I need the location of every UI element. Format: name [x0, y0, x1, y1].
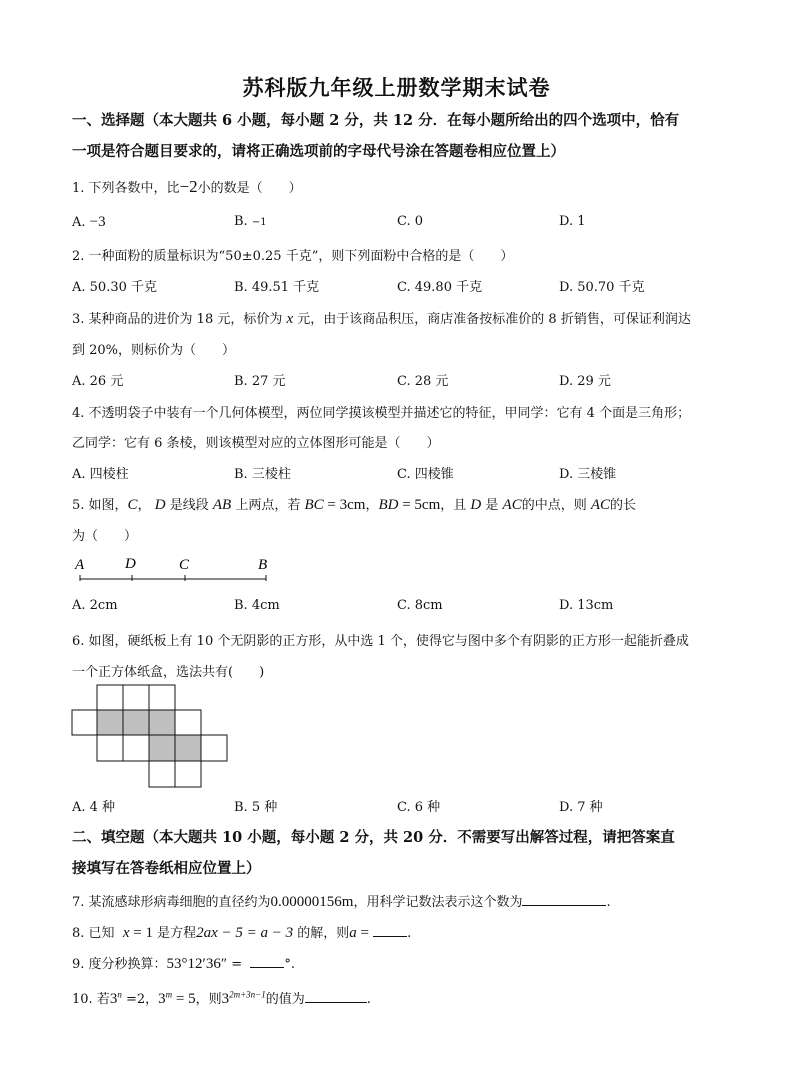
- answer-blank: [305, 990, 367, 1003]
- q2-option-b: B. 49.51 千克: [234, 280, 320, 295]
- net-square-shaded: [97, 710, 123, 735]
- point-label-a: A: [75, 557, 85, 573]
- section2-heading-line2: 接填写在答卷纸相应位置上）: [72, 860, 261, 877]
- q4-option-a: A. 四棱柱: [72, 467, 129, 482]
- q6-option-d: D. 7 种: [559, 800, 603, 815]
- net-square: [149, 685, 175, 710]
- q2-option-c: C. 49.80 千克: [397, 280, 483, 295]
- q2-option-d: D. 50.70 千克: [559, 280, 645, 295]
- q6-option-c: C. 6 种: [397, 800, 441, 815]
- question-3-line2: 到 20%，则标价为（ ）: [72, 343, 236, 358]
- question-5-line2: 为（ ）: [72, 529, 138, 544]
- question-8: 8. 已知 x = 1 是方程2ax − 5 = a − 3 的解，则a = .: [72, 925, 412, 941]
- point-label-c: C: [179, 557, 190, 573]
- q5-option-a: A. 2cm: [72, 598, 118, 613]
- question-3-line1: 3. 某种商品的进价为 18 元，标价为 x 元，由于该商品积压，商店准备按标准价的 8 折销售，可保证利润达: [72, 311, 691, 327]
- question-4-line2: 乙同学：它有 6 条棱，则该模型对应的立体图形可能是（ ）: [72, 436, 440, 451]
- net-square-shaded: [175, 735, 201, 761]
- q5-option-b: B. 4cm: [234, 598, 280, 613]
- net-square: [97, 685, 123, 710]
- cube-net-figure: [71, 684, 231, 790]
- answer-blank: [250, 955, 284, 968]
- point-label-b: B: [258, 557, 268, 573]
- question-6-line1: 6. 如图，硬纸板上有 10 个无阴影的正方形，从中选 1 个，使得它与图中多个有阴影的正方形一起能折叠成: [72, 634, 689, 649]
- q1-option-c: C. 0: [397, 214, 424, 229]
- question-9: 9. 度分秒换算：53°12′36″ = °.: [72, 956, 296, 972]
- net-square: [72, 710, 97, 735]
- q5-option-d: D. 13cm: [559, 598, 614, 613]
- page-title: 苏科版九年级上册数学期末试卷: [242, 75, 551, 100]
- net-square-shaded: [149, 735, 175, 761]
- net-square: [97, 735, 123, 761]
- q6-option-a: A. 4 种: [72, 800, 116, 815]
- q1-number: −2: [179, 177, 198, 196]
- section1-heading-line1: 一、选择题（本大题共 6 小题，每小题 2 分，共 12 分．在每小题所给出的四个选项中，恰有: [72, 112, 680, 129]
- net-square: [201, 735, 227, 761]
- q3-option-c: C. 28 元: [397, 374, 449, 389]
- net-square: [175, 761, 201, 787]
- q1-option-d: D. 1: [559, 214, 586, 229]
- question-4-line1: 4. 不透明袋子中装有一个几何体模型，两位同学摸该模型并描述它的特征，甲同学：它有 4 个面是三角形；: [72, 406, 691, 421]
- question-2-stem: 2. 一种面粉的质量标识为“50±0.25 千克”，则下列面粉中合格的是（ ）: [72, 249, 514, 264]
- answer-blank: [373, 924, 407, 937]
- net-square: [123, 685, 149, 710]
- q4-option-c: C. 四棱锥: [397, 467, 454, 482]
- question-1-stem: 1. 下列各数中，比−2小的数是（ ）: [72, 177, 302, 196]
- question-7: 7. 某流感球形病毒细胞的直径约为0.00000156m，用科学记数法表示这个数为 .: [72, 894, 611, 910]
- q2-option-a: A. 50.30 千克: [72, 280, 158, 295]
- q3-option-a: A. 26 元: [72, 374, 124, 389]
- point-label-d: D: [125, 556, 136, 572]
- question-6-line2: 一个正方体纸盒，选法共有( ): [72, 665, 265, 680]
- net-square-shaded: [149, 710, 175, 735]
- q3-option-b: B. 27 元: [234, 374, 286, 389]
- q3-option-d: D. 29 元: [559, 374, 611, 389]
- answer-blank: [522, 893, 606, 906]
- net-square: [175, 710, 201, 735]
- q1-option-a: A. −3: [72, 214, 106, 230]
- net-square: [123, 735, 149, 761]
- q4-option-b: B. 三棱柱: [234, 467, 291, 482]
- q6-option-b: B. 5 种: [234, 800, 278, 815]
- section1-heading-line2: 一项是符合题目要求的，请将正确选项前的字母代号涂在答题卷相应位置上）: [72, 143, 565, 160]
- question-5-line1: 5. 如图，C， D 是线段 AB 上两点，若 BC = 3cm，BD = 5cm，且 D 是 AC的中点，则 AC的长: [72, 497, 637, 513]
- q4-option-d: D. 三棱锥: [559, 467, 617, 482]
- segment-figure: [72, 553, 282, 587]
- net-square-shaded: [123, 710, 149, 735]
- section2-heading-line1: 二、填空题（本大题共 10 小题，每小题 2 分，共 20 分．不需要写出解答过程，请把答案直: [72, 829, 675, 846]
- question-10: 10. 若$3^n =2$，$3^m = 5$，则$3^{2m+3n-1}$的值为 .: [72, 989, 371, 1007]
- net-square: [149, 761, 175, 787]
- q5-option-c: C. 8cm: [397, 598, 443, 613]
- q1-option-b: B. −1: [234, 214, 267, 229]
